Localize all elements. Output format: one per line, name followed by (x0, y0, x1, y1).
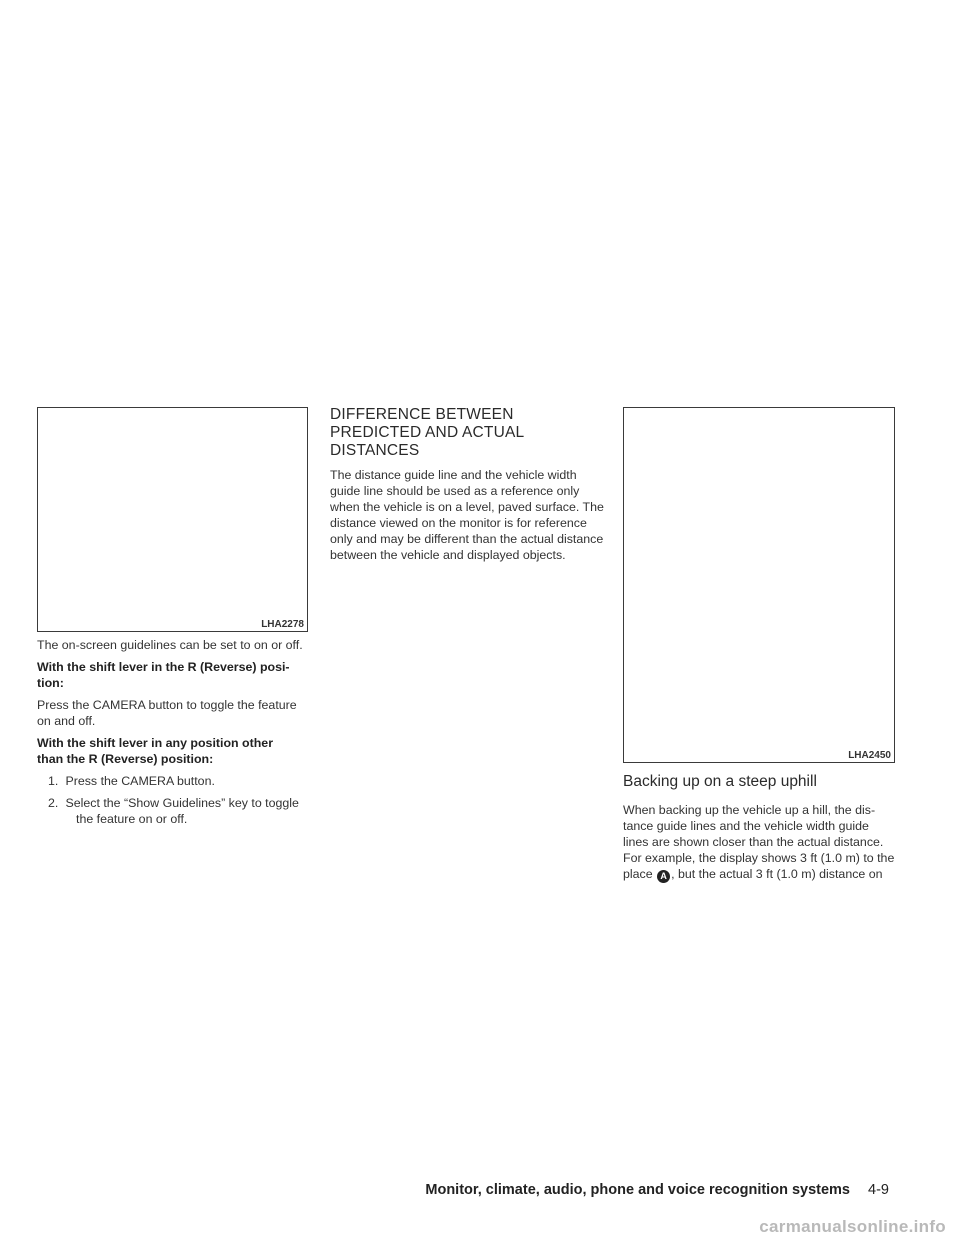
section-body-line: The distance guide line and the vehicle width (330, 468, 577, 482)
step-item (48, 773, 215, 789)
section-heading-line2: PREDICTED AND ACTUAL (330, 424, 525, 441)
subsection-body-line: When backing up the vehicle up a hill, the dis- (623, 803, 876, 817)
step-item (48, 795, 299, 811)
step-continuation: the feature on or off. (76, 812, 188, 826)
step-text: Select the “Show Guidelines” key to toggle (65, 796, 299, 810)
figure-lha2278 (37, 407, 308, 632)
subsection-body-line-last (623, 866, 883, 883)
section-body-line: distance viewed on the monitor is for reference (330, 516, 587, 530)
step-number: 1. (48, 774, 59, 788)
section-heading-line3: DISTANCES (330, 442, 420, 459)
step-text: Press the CAMERA button. (65, 774, 215, 788)
other-heading-line1: With the shift lever in any position other (37, 736, 274, 750)
subsection-body-line: lines are shown closer than the actual distance. (623, 835, 884, 849)
intro-text: The on-screen guidelines can be set to on or off. (37, 638, 303, 652)
subsection-heading: Backing up on a steep uphill (623, 773, 817, 790)
site-watermark: carmanualsonline.info (759, 1217, 946, 1236)
subsection-body-line: tance guide lines and the vehicle width guide (623, 819, 869, 833)
callout-marker-a: A (657, 870, 670, 883)
body-text-fragment: , but the actual 3 ft (1.0 m) distance on (671, 867, 883, 881)
section-body-line: guide line should be used as a reference only (330, 484, 580, 498)
reverse-heading-line1: With the shift lever in the R (Reverse) posi- (37, 660, 290, 674)
body-text-fragment: place (623, 867, 653, 881)
page-number: 4-9 (868, 1182, 889, 1198)
reverse-heading-line2: tion: (37, 676, 64, 690)
section-heading-line1: DIFFERENCE BETWEEN (330, 406, 514, 423)
step-number: 2. (48, 796, 59, 810)
reverse-text-line2: on and off. (37, 714, 96, 728)
other-heading-line2: than the R (Reverse) position: (37, 752, 214, 766)
subsection-body-line: For example, the display shows 3 ft (1.0 m) to the (623, 851, 895, 865)
figure-code: LHA2278 (261, 619, 304, 630)
reverse-text-line1: Press the CAMERA button to toggle the feature (37, 698, 297, 712)
figure-code: LHA2450 (848, 750, 891, 761)
section-body-line: when the vehicle is on a level, paved surface. The (330, 500, 604, 514)
figure-lha2450 (623, 407, 895, 763)
section-body-line: between the vehicle and displayed objects. (330, 548, 566, 562)
section-body-line: only and may be different than the actual distance (330, 532, 604, 546)
footer-section-title: Monitor, climate, audio, phone and voice recognition systems (425, 1182, 850, 1198)
